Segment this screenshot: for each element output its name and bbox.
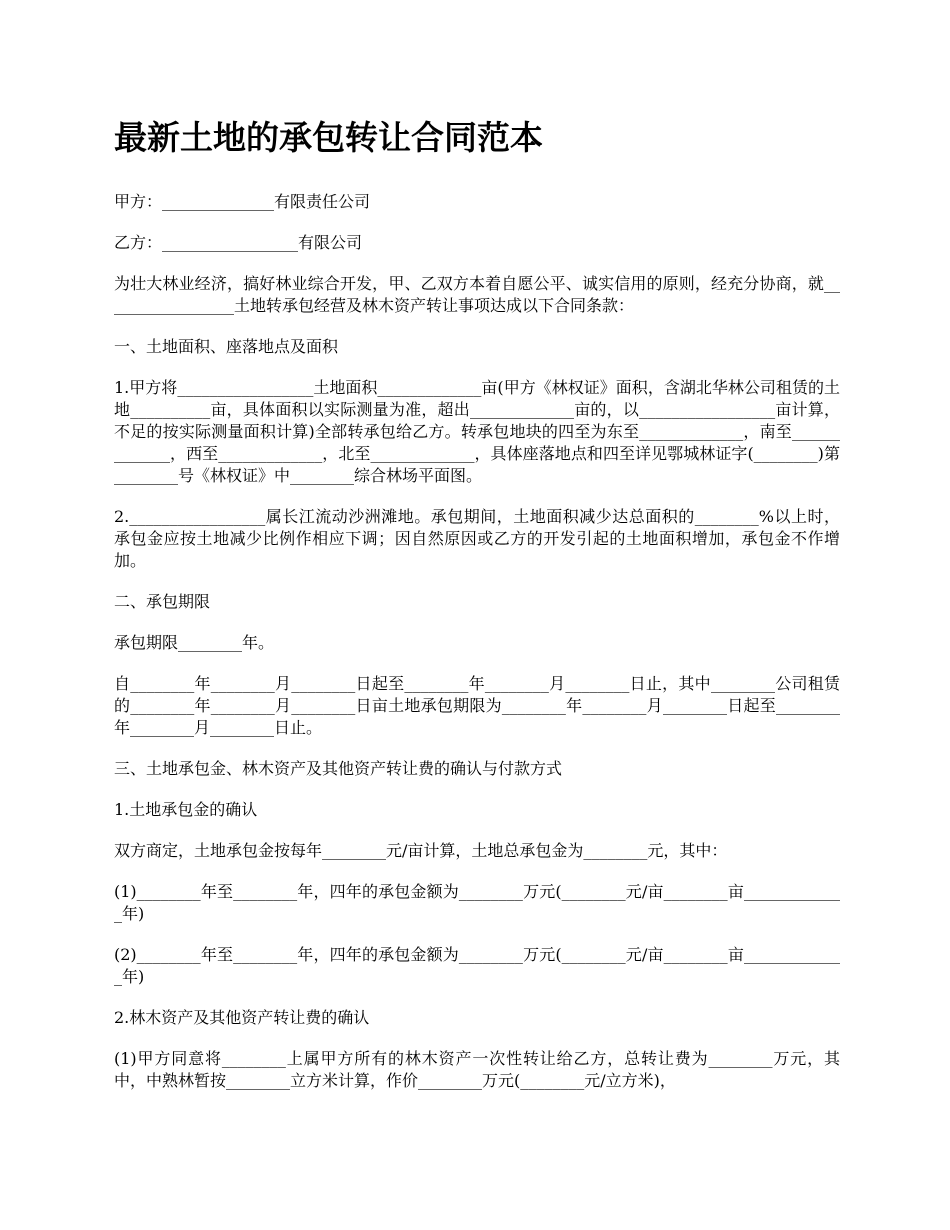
subheading-land-fee: 1.土地承包金的确认	[114, 800, 258, 819]
clause-2-paragraph: 2._________________属长江流动沙洲滩地。承包期间，土地面积减少达总面积的________%以上时，承包金应按土地减少比例作相应下调；因自然原因或乙方的开发引起的土地面积增加，承包金不作增加。	[114, 507, 840, 570]
section-heading-land-area: 一、土地面积、座落地点及面积	[114, 337, 339, 356]
clause-1-paragraph: 1.甲方将_________________土地面积_____________亩(甲方《林权证》面积，含湖北华林公司租赁的土地__________亩，具体面积以实际测量为准，超出_____________亩的，以_________________亩计算，不足的按实际测量面积计算)全部转承包给乙方。转承包地块的四至为东至_____________，南至_____________，西至_____________，北至_____________，具体座落地点和四至详见鄂城林证字(________)第________号《林权证》中________综合林场平面图。	[114, 378, 840, 485]
preamble-paragraph: 为壮大林业经济，搞好林业综合开发，甲、乙双方本着自愿公平、诚实信用的原则，经充分协商，就_________________土地转承包经营及林木资产转让事项达成以下合同条款：	[114, 274, 840, 315]
document-title: 最新土地的承包转让合同范本	[114, 118, 543, 157]
party-b-line: 乙方：_________________有限公司	[114, 233, 363, 252]
document-page	[114, 108, 840, 1111]
land-fee-paragraph: 双方商定，土地承包金按每年________元/亩计算，土地总承包金为________元，其中：	[114, 841, 728, 860]
party-a-line: 甲方：______________有限责任公司	[114, 192, 371, 211]
land-fee-item-2: (2)________年至________年，四年的承包金额为________万元(________元/亩________亩_____________年)	[114, 945, 840, 986]
land-fee-item-1: (1)________年至________年，四年的承包金额为________万元(________元/亩________亩_____________年)	[114, 882, 840, 923]
term-years-paragraph: 承包期限________年。	[114, 633, 275, 652]
term-dates-paragraph: 自________年________月________日起至________年________月________日止，其中________公司租赁的________年________月________日亩土地承包期限为________年________月________日起至________年________月________日止。	[114, 674, 840, 737]
subheading-asset-transfer: 2.林木资产及其他资产转让费的确认	[114, 1008, 370, 1027]
asset-transfer-item-1: (1)甲方同意将________上属甲方所有的林木资产一次性转让给乙方，总转让费为________万元，其中，中熟林暂按________立方米计算，作价________万元(________元/立方米)，	[114, 1049, 840, 1090]
section-heading-term: 二、承包期限	[114, 592, 211, 611]
section-heading-payment: 三、土地承包金、林木资产及其他资产转让费的确认与付款方式	[114, 759, 563, 778]
